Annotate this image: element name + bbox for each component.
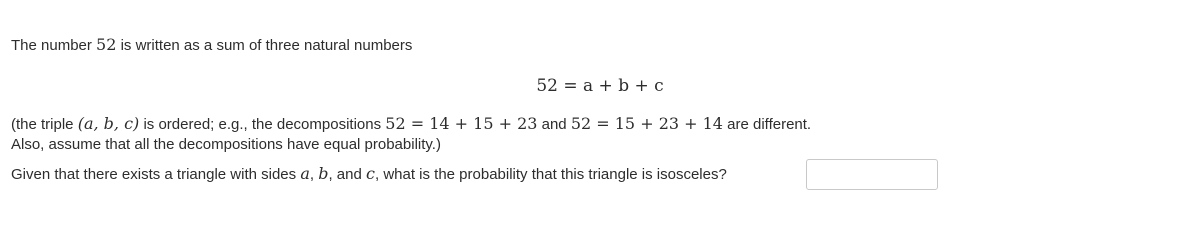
question-start: Given that there exists a triangle with sides xyxy=(11,166,297,183)
var-c: c xyxy=(366,164,375,183)
note-open: (the triple xyxy=(11,116,74,133)
note-end: are different. xyxy=(727,116,812,133)
intro-rest: is written as a sum of three natural numbers xyxy=(120,37,413,54)
intro-number: 52 xyxy=(96,35,117,54)
note-line2: Also, assume that all the decompositions have equal probability.) xyxy=(11,136,441,153)
answer-input[interactable] xyxy=(806,159,938,190)
decomposition-example-1: 52 = 14 + 15 + 23 xyxy=(385,114,538,133)
equation xyxy=(0,75,1200,97)
problem-intro xyxy=(11,35,412,56)
ordering-note xyxy=(11,114,811,135)
question-and: and xyxy=(336,166,362,183)
probability-note xyxy=(11,135,441,155)
question: Given that there exists a triangle with sides a, b, and c, what is the probability that this triangle is isosceles? xyxy=(11,164,727,183)
equation-text: 52 = a + b + c xyxy=(536,76,664,96)
note-and: and xyxy=(541,116,567,133)
redacted-header xyxy=(0,0,112,26)
var-b: b xyxy=(318,164,329,183)
note-mid: is ordered; e.g., the decompositions xyxy=(143,116,382,133)
decomposition-example-2: 52 = 15 + 23 + 14 xyxy=(570,114,723,133)
intro-text: The number xyxy=(11,37,92,54)
question-end: what is the probability that this triangle is isosceles? xyxy=(383,166,727,183)
var-a: a xyxy=(300,164,310,183)
ordered-triple: (a, b, c) xyxy=(77,114,140,133)
